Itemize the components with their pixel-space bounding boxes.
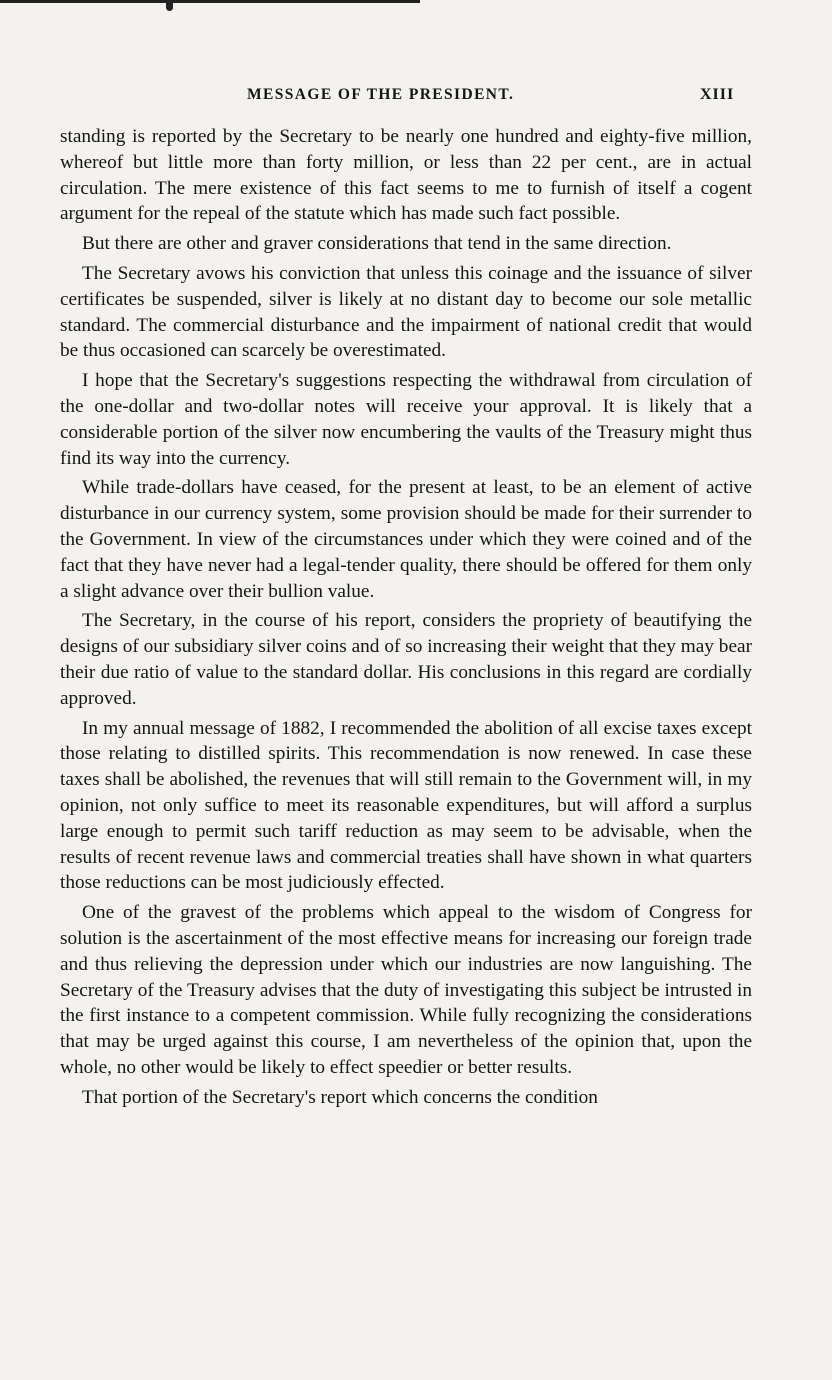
paragraph-8: One of the gravest of the problems which appeal to the wisdom of Congress for solution is the ascertainment of the most effective means for increasing our foreign trade and thus relieving the depression under which our industries are now languishing. The Secretary of the Treasury advises that the duty of investigating this subject be intrusted in the first instance to a competent commission. While fully recognizing the considerations that may be urged against this course, I am nevertheless of the opinion that, upon the whole, no other would be likely to effect speedier or better results. — [60, 902, 752, 1078]
ink-blot — [166, 0, 173, 11]
paragraph-3: The Secretary avows his conviction that unless this coinage and the issuance of silver certificates be suspended, silver is likely at no distant day to become our sole metallic standard. The commercial disturbance and the impairment of national credit that would be thus occasioned can scarcely be overestimated. — [60, 262, 752, 362]
paragraph-2: But there are other and graver considerations that tend in the same direction. — [82, 233, 672, 255]
paragraph-5: While trade-dollars have ceased, for the present at least, to be an element of active disturbance in our currency system, some provision should be made for their surrender to the Government. In view of the circumstances under which they were coined and of the fact that they have never had a legal-tender quality, there should be offered for them only a slight advance over their bullion value. — [60, 477, 752, 602]
paragraph-1: standing is reported by the Secretary to be nearly one hundred and eighty-five million, whereof but little more than forty million, or less than 22 per cent., are in actual circulation. The mere existence of this fact seems to me to furnish of itself a cogent argument for the repeal of the statute which has made such fact possible. — [60, 126, 752, 225]
page-header — [0, 86, 832, 110]
paragraph-9: That portion of the Secretary's report which concerns the condition — [82, 1086, 598, 1108]
paragraph-7: In my annual message of 1882, I recommended the abolition of all excise taxes except those relating to distilled spirits. This recommendation is now renewed. In case these taxes shall be abolished, the revenues that will still remain to the Government will, in my opinion, not only suffice to meet its reasonable expenditures, but will afford a surplus large enough to permit such tariff reduction as may seem to be advisable, when the results of recent revenue laws and commercial treaties shall have shown in what quarters those reductions can be most judiciously effected. — [60, 717, 752, 894]
running-title: MESSAGE OF THE PRESIDENT. — [247, 86, 515, 103]
page-edge-rule — [0, 0, 420, 3]
body-text — [60, 124, 752, 1114]
page-number: XIII — [700, 86, 735, 103]
paragraph-6: The Secretary, in the course of his report, considers the propriety of beautifying the designs of our subsidiary silver coins and of so increasing their weight that they may bear their due ratio of value to the standard dollar. His conclusions in this regard are cordially approved. — [60, 610, 752, 709]
paragraph-4: I hope that the Secretary's suggestions respecting the withdrawal from circulation of the one-dollar and two-dollar notes will receive your approval. It is likely that a considerable portion of the silver now encumbering the vaults of the Treasury might thus find its way into the currency. — [60, 370, 752, 469]
